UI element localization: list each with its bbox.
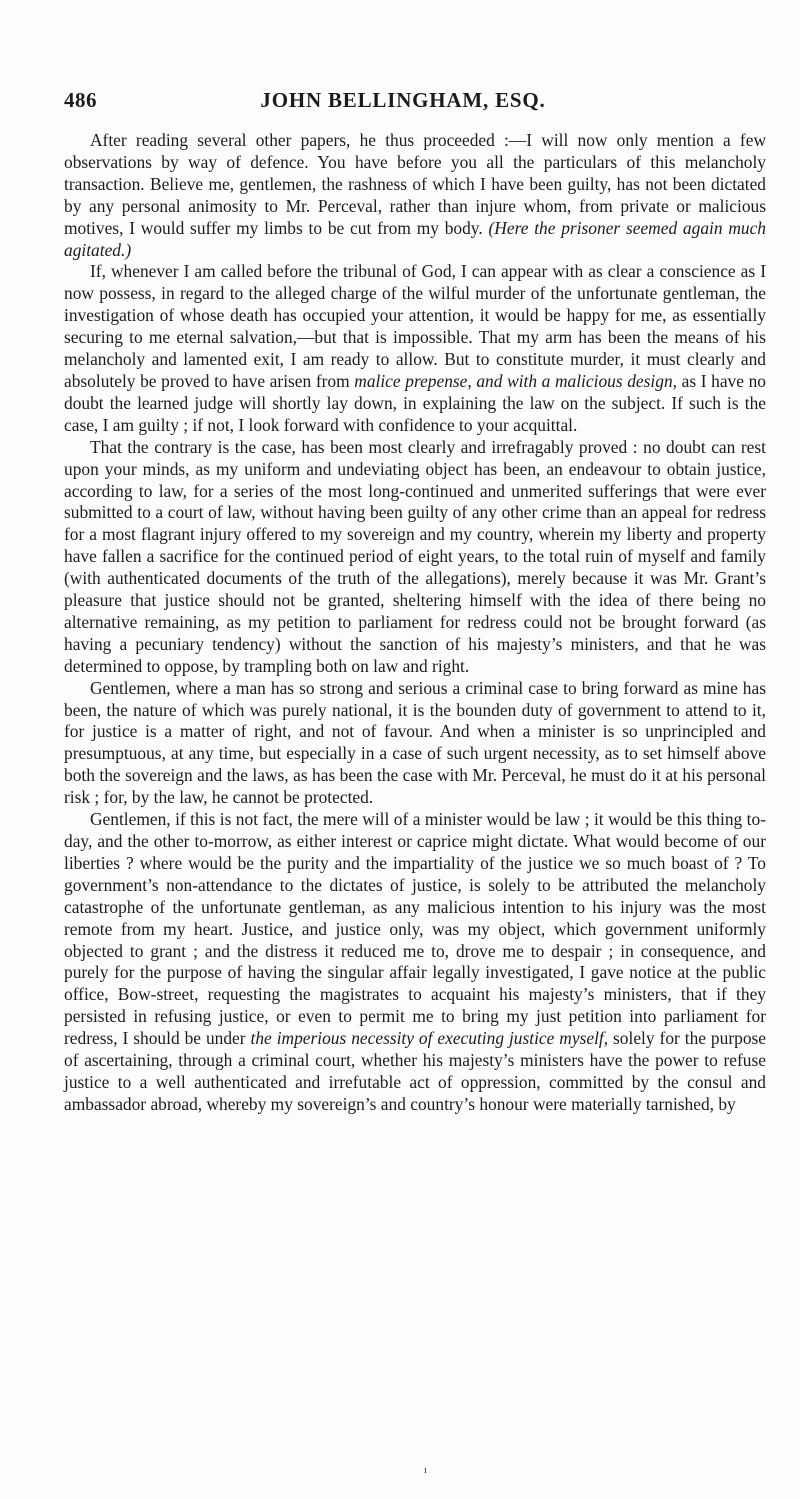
text-run: After reading several other papers, he thus proceeded :—I will now only mention a few observations by way of defence. You have before you all the particulars of this melancholy transaction. Believe me, gentlemen, the rashness of which I have been guilty, has not been dictated by any personal animosity to Mr. Perceval, rather than injure whom, from private or malicious motives, I would suffer my limbs to be cut from my body. — [64, 130, 766, 238]
paragraph — [64, 809, 766, 1116]
footer-mark: ı — [424, 1464, 428, 1476]
text-run: That the contrary is the case, has been most clearly and irrefragably proved : no doubt can rest upon your minds, as my uniform and undeviating object has been, an endeavour to obtain justice, according to law, for a series of the most long-continued and unmerited sufferings that were ever submitted to a court of law, without having been guilty of any other crime than an appeal for redress for a most flagrant injury offered to my sovereign and my country, wherein my liberty and property have fallen a sacrifice for the continued period of eight years, to the total ruin of myself and family (with authenticated documents of the truth of the allegations), merely because it was Mr. Grant’s pleasure that justice should not be granted, sheltering himself with the idea of there being no alternative remaining, as my petition to parliament for redress could not be brought forward (as having a pecuniary tendency) without the sanction of his majesty’s ministers, and that he was determined to oppose, by trampling both on law and right. — [64, 436, 766, 676]
running-head — [64, 88, 742, 118]
text-run: solely for the purpose of ascertaining, through a criminal court, whether his majesty’s ministers have the power to refuse justice to a well authenticated and irrefutable act of oppression, committed by the consul and ambassador abroad, whereby my sovereign’s and country’s honour were materially tarnished, by — [64, 1028, 766, 1114]
body-text — [64, 130, 766, 1116]
italic-text-run: the imperious necessity of executing justice myself, — [250, 1028, 609, 1049]
italic-text-run: (Here the prisoner seemed again much agitated.) — [64, 217, 767, 260]
text-run: Gentlemen, if this is not fact, the mere will of a minister would be law ; it would be this thing to-day, and the other to-morrow, as either interest or caprice might dictate. What would become of our liberties ? where would be the purity and the impartiality of the justice we so much boast of ? To government’s non-attendance to the dictates of justice, is solely to be attributed the melancholy catastrophe of the unfortunate gentleman, as any malicious intention to his injury was the most remote from my heart. Justice, and justice only, was my object, which government uniformly objected to grant ; and the distress it reduced me to, drove me to despair ; in consequence, and purely for the purpose of having the singular affair legally investigated, I gave notice at the public office, Bow-street, requesting the magistrates to acquaint his majesty’s ministers, that if they persisted in refusing justice, or even to permit me to bring my just petition into parliament for redress, I should be under — [64, 809, 766, 1049]
paragraph — [64, 130, 766, 261]
paragraph — [64, 678, 766, 809]
paragraph — [64, 437, 766, 678]
paragraph — [64, 261, 766, 436]
running-title: JOHN BELLINGHAM, ESQ. — [260, 88, 546, 112]
text-run: If, whenever I am called before the tribunal of God, I can appear with as clear a conscience as I now possess, in regard to the alleged charge of the wilful murder of the unfortunate gentleman, the investigation of whose death has occupied your attention, it would be happy for me, as essentially securing to me eternal salvation,—but that is impossible. That my arm has been the means of his melancholy and lamented exit, I am ready to allow. But to constitute murder, it must clearly and absolutely be proved to have arisen from — [64, 261, 766, 391]
page-number: 486 — [64, 88, 97, 112]
text-run: as I have no doubt the learned judge will shortly lay down, in explaining the law on the subject. If such is the case, I am guilty ; if not, I look forward with confidence to your acquittal. — [64, 370, 766, 435]
text-run: Gentlemen, where a man has so strong and serious a criminal case to bring forward as mine has been, the nature of which was purely national, it is the bounden duty of government to attend to it, for justice is a matter of right, and not of favour. And when a minister is so unprincipled and presumptuous, at any time, but especially in a case of such urgent necessity, as to set himself above both the sovereign and the laws, as has been the case with Mr. Perceval, he must do it at his personal risk ; for, by the law, he cannot be protected. — [64, 677, 766, 808]
italic-text-run: malice prepense, and with a malicious design, — [354, 370, 677, 391]
